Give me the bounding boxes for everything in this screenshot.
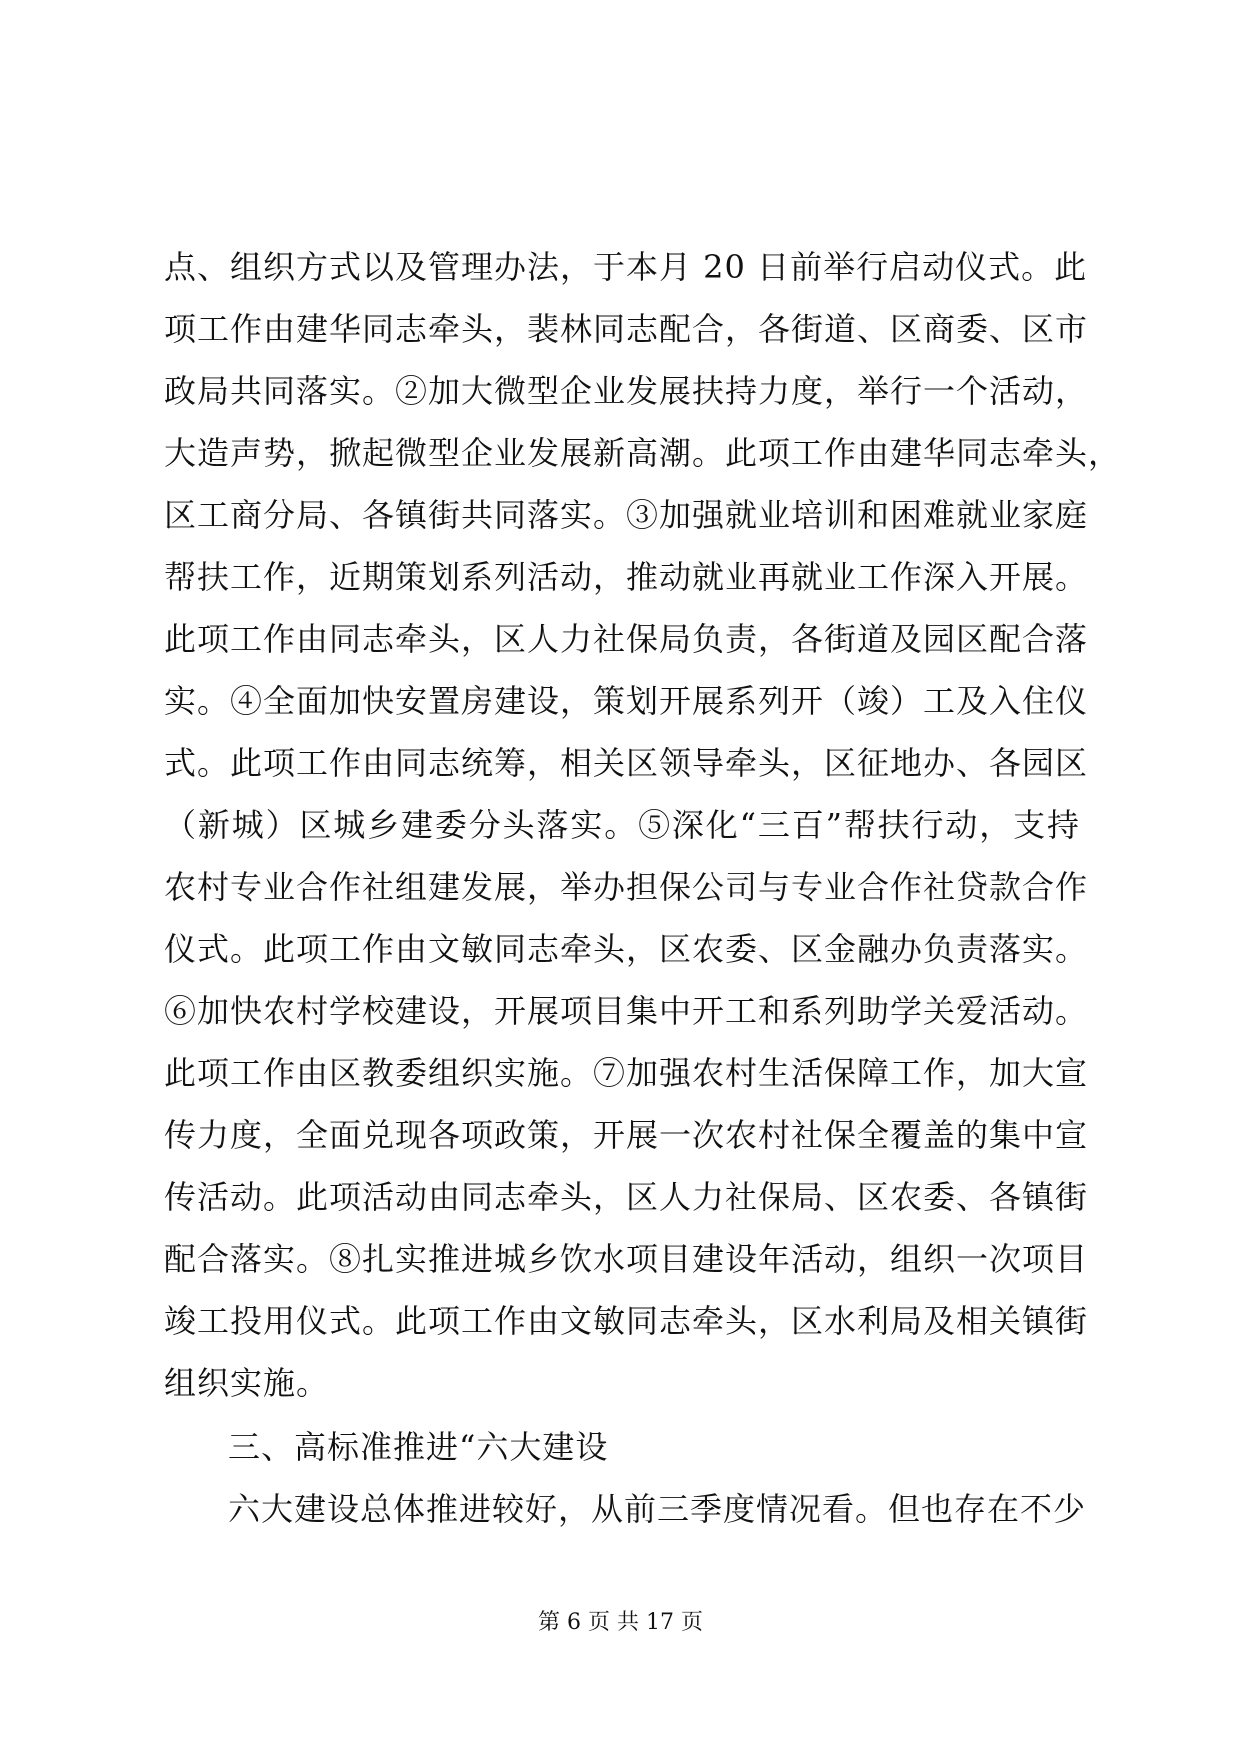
paragraph-2	[164, 1478, 1087, 1540]
text-line: 传活动。此项活动由同志牵头，区人力社保局、区农委、各镇街	[164, 1178, 1089, 1216]
text-line: （新城）区城乡建委分头落实。⑤深化“三百”帮扶行动，支持	[164, 806, 1080, 844]
text-line: ⑥加快农村学校建设，开展项目集中开工和系列助学关爱活动。	[164, 992, 1089, 1030]
text-line: 大造声势，掀起微型企业发展新高潮。此项工作由建华同志牵头，	[164, 434, 1122, 472]
text-line: 帮扶工作，近期策划系列活动，推动就业再就业工作深入开展。	[164, 558, 1089, 596]
section-heading: 三、高标准推进“六大建设	[228, 1428, 609, 1466]
text-line: 式。此项工作由同志统筹，相关区领导牵头，区征地办、各园区	[164, 744, 1089, 782]
text-line: 仪式。此项工作由文敏同志牵头，区农委、区金融办负责落实。	[164, 930, 1089, 968]
text-line: 区工商分局、各镇街共同落实。③加强就业培训和困难就业家庭	[164, 496, 1089, 534]
text-line: 传力度，全面兑现各项政策，开展一次农村社保全覆盖的集中宣	[164, 1116, 1089, 1154]
text-line: 此项工作由区教委组织实施。⑦加强农村生活保障工作，加大宣	[164, 1054, 1089, 1092]
text-line: 配合落实。⑧扎实推进城乡饮水项目建设年活动，组织一次项目	[164, 1240, 1089, 1278]
page-footer: 第 6 页 共 17 页	[538, 1610, 703, 1635]
text-line: 实。④全面加快安置房建设，策划开展系列开（竣）工及入住仪	[164, 682, 1089, 720]
text-line: 竣工投用仪式。此项工作由文敏同志牵头，区水利局及相关镇街	[164, 1302, 1089, 1340]
text-line: 组织实施。	[164, 1364, 330, 1402]
document-body	[164, 236, 1122, 1540]
text-line: 六大建设总体推进较好，从前三季度情况看。但也存在不少	[228, 1490, 1087, 1528]
text-line: 此项工作由同志牵头，区人力社保局负责，各街道及园区配合落	[164, 620, 1089, 658]
text-line: 农村专业合作社组建发展，举办担保公司与专业合作社贷款合作	[164, 868, 1089, 906]
text-line: 政局共同落实。②加大微型企业发展扶持力度，举行一个活动，	[164, 372, 1089, 410]
text-line: 点、组织方式以及管理办法，于本月 20 日前举行启动仪式。此	[164, 248, 1088, 286]
paragraph-1	[164, 236, 1122, 1414]
text-line: 项工作由建华同志牵头，裴林同志配合，各街道、区商委、区市	[164, 310, 1089, 348]
